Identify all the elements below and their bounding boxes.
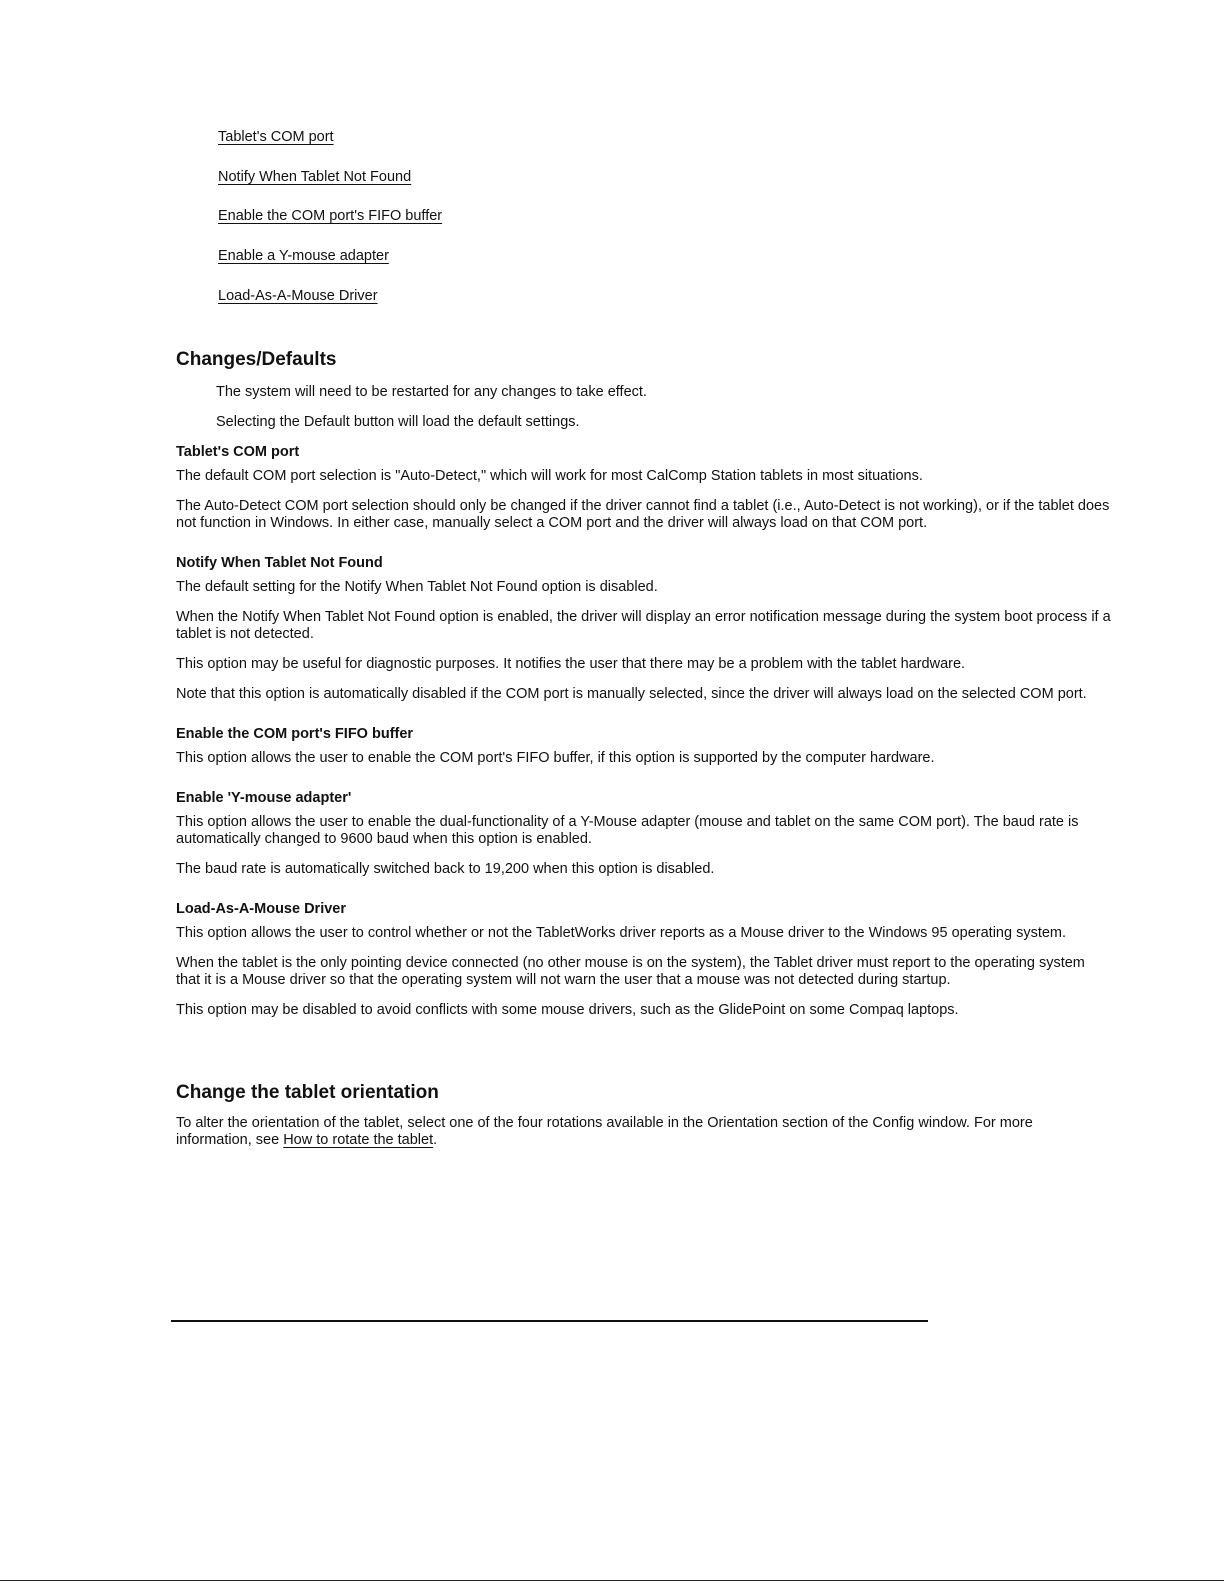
mouse-driver-text-2: When the tablet is the only pointing device connected (no other mouse is on the system), the Tablet driver must report to the operating system that it is a Mouse driver so that the operating system will not warn the user that a mouse was not detected during startup. [176, 955, 1085, 988]
com-port-heading: Tablet's COM port [176, 444, 300, 460]
toc-item [218, 246, 442, 286]
ymouse-heading: Enable 'Y-mouse adapter' [176, 790, 352, 806]
mouse-driver-text-1: This option allows the user to control whether or not the TabletWorks driver reports as a Mouse driver to the Windows 95 operating system. [176, 925, 1067, 941]
table-of-contents [218, 127, 442, 325]
orientation-text-after: . [433, 1132, 438, 1148]
notify-text-3: This option may be useful for diagnostic purposes. It notifies the user that there may be a problem with the tablet hardware. [176, 656, 966, 672]
ymouse-text-1: This option allows the user to enable the dual-functionality of a Y-Mouse adapter (mouse and tablet on the same COM port). The baud rate is automatically changed to 9600 baud when this option is enabled. [176, 814, 1079, 847]
notify-text-4: Note that this option is automatically disabled if the COM port is manually selected, since the driver will always load on the selected COM port. [176, 686, 1087, 702]
toc-item [218, 167, 442, 207]
fifo-text-1: This option allows the user to enable the COM port's FIFO buffer, if this option is supported by the computer hardware. [176, 750, 935, 766]
toc-item [218, 206, 442, 246]
changes-defaults-heading: Changes/Defaults [176, 349, 337, 370]
orientation-text [176, 1115, 1111, 1149]
fifo-heading: Enable the COM port's FIFO buffer [176, 726, 414, 742]
changes-default-text: Selecting the Default button will load the default settings. [216, 414, 580, 430]
page-bottom-edge [0, 1580, 1224, 1581]
main-content [176, 346, 1111, 1149]
toc-item [218, 127, 442, 167]
toc-link-notify[interactable]: Notify When Tablet Not Found [218, 168, 412, 185]
horizontal-divider [171, 1320, 928, 1322]
toc-link-mouse-driver[interactable]: Load-As-A-Mouse Driver [218, 287, 378, 304]
toc-item [218, 286, 442, 326]
orientation-heading: Change the tablet orientation [176, 1082, 439, 1103]
mouse-driver-text-3: This option may be disabled to avoid conflicts with some mouse drivers, such as the GlidePoint on some Compaq laptops. [176, 1002, 959, 1018]
notify-text-2: When the Notify When Tablet Not Found option is enabled, the driver will display an error notification message during the system boot process if a tablet is not detected. [176, 609, 1111, 642]
com-port-text-1: The default COM port selection is "Auto-Detect," which will work for most CalComp Station tablets in most situations. [176, 468, 923, 484]
toc-link-ymouse[interactable]: Enable a Y-mouse adapter [218, 248, 389, 265]
mouse-driver-heading: Load-As-A-Mouse Driver [176, 901, 346, 917]
notify-text-1: The default setting for the Notify When Tablet Not Found option is disabled. [176, 579, 658, 595]
toc-link-fifo[interactable]: Enable the COM port's FIFO buffer [218, 208, 443, 225]
rotate-tablet-link[interactable]: How to rotate the tablet [283, 1132, 434, 1148]
notify-heading: Notify When Tablet Not Found [176, 555, 383, 571]
ymouse-text-2: The baud rate is automatically switched back to 19,200 when this option is disabled. [176, 861, 715, 877]
orientation-text-before: To alter the orientation of the tablet, select one of the four rotations available in the Orientation section of the Config window. For more information, see [176, 1115, 1033, 1148]
changes-restart-text: The system will need to be restarted for any changes to take effect. [216, 384, 647, 400]
toc-link-com-port[interactable]: Tablet's COM port [218, 129, 334, 145]
com-port-text-2: The Auto-Detect COM port selection should only be changed if the driver cannot find a tablet (i.e., Auto-Detect is not working), or if the tablet does not function in Windows. In either case, manually select a COM port and the driver will always load on that COM port. [176, 498, 1110, 531]
